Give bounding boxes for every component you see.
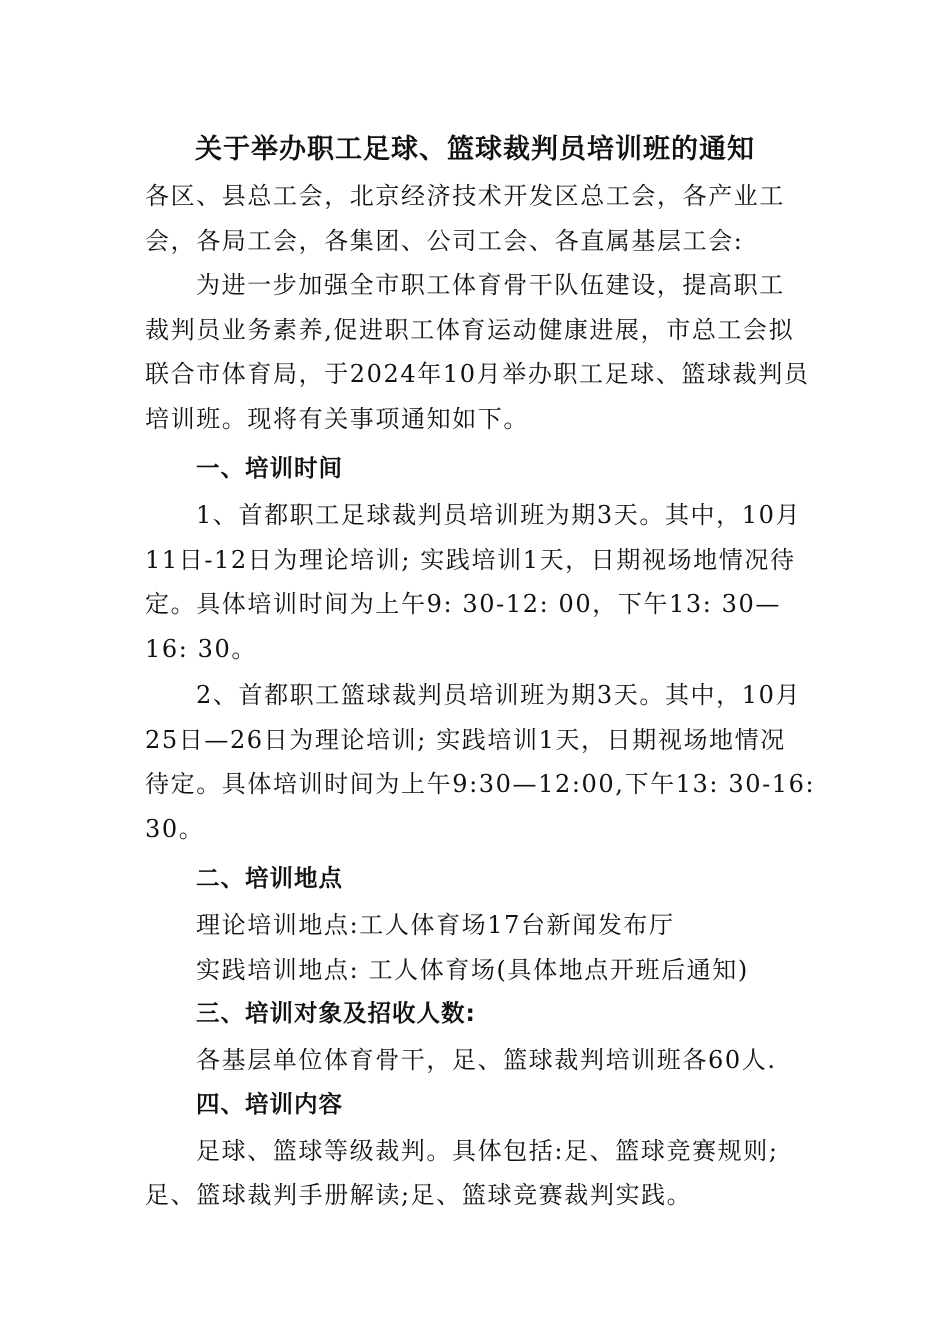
intro-line-3: 联合市体育局，于2024年10月举办职工足球、篮球裁判员 [145, 360, 810, 388]
section-heading-content: 四、培训内容 [196, 1089, 343, 1118]
time-item-2-line-3: 待定。具体培训时间为上午9:30—12:00,下午13: 30-16: [145, 770, 816, 798]
practice-location: 实践培训地点: 工人体育场(具体地点开班后通知) [196, 955, 749, 984]
theory-location: 理论培训地点:工人体育场17台新闻发布厅 [196, 911, 675, 939]
content-line-1: 足球、篮球等级裁判。具体包括:足、篮球竞赛规则; [196, 1136, 779, 1165]
section-heading-location: 二、培训地点 [196, 864, 343, 892]
document-title: 关于举办职工足球、篮球裁判员培训班的通知 [195, 134, 755, 165]
recipients-paragraph [145, 174, 805, 263]
time-item-2-line-2: 25日—26日为理论培训; 实践培训1天，日期视场地情况 [145, 725, 786, 754]
time-item-1 [145, 493, 805, 671]
time-item-1-line-1: 1、首都职工足球裁判员培训班为期3天。其中，10月 [196, 501, 802, 529]
section-heading-participants: 三、培训对象及招收人数: [196, 999, 476, 1027]
intro-paragraph [145, 263, 810, 441]
time-item-1-line-3: 定。具体培训时间为上午9: 30-12: 00，下午13: 30— [145, 590, 782, 618]
time-item-2-line-4: 30。 [145, 814, 205, 843]
time-item-1-line-4: 16: 30。 [145, 634, 257, 663]
intro-line-2: 裁判员业务素养,促进职工体育运动健康进展，市总工会拟 [145, 315, 795, 344]
time-item-2 [145, 673, 816, 851]
time-item-2-line-1: 2、首都职工篮球裁判员培训班为期3天。其中，10月 [196, 681, 802, 709]
recipients-line-2: 会，各局工会，各集团、公司工会、各直属基层工会: [145, 226, 744, 255]
intro-line-4: 培训班。现将有关事项通知如下。 [145, 404, 529, 433]
intro-line-1: 为进一步加强全市职工体育骨干队伍建设，提高职工 [196, 271, 785, 299]
document-body [145, 128, 816, 1218]
content-line-2: 足、篮球裁判手册解读;足、篮球竞赛裁判实践。 [145, 1181, 693, 1209]
participants-text: 各基层单位体育骨干，足、篮球裁判培训班各60人. [196, 1046, 777, 1074]
time-item-1-line-2: 11日-12日为理论培训; 实践培训1天，日期视场地情况待 [145, 545, 796, 574]
recipients-line-1: 各区、县总工会，北京经济技术开发区总工会，各产业工 [145, 182, 785, 210]
section-heading-time: 一、培训时间 [196, 454, 343, 482]
